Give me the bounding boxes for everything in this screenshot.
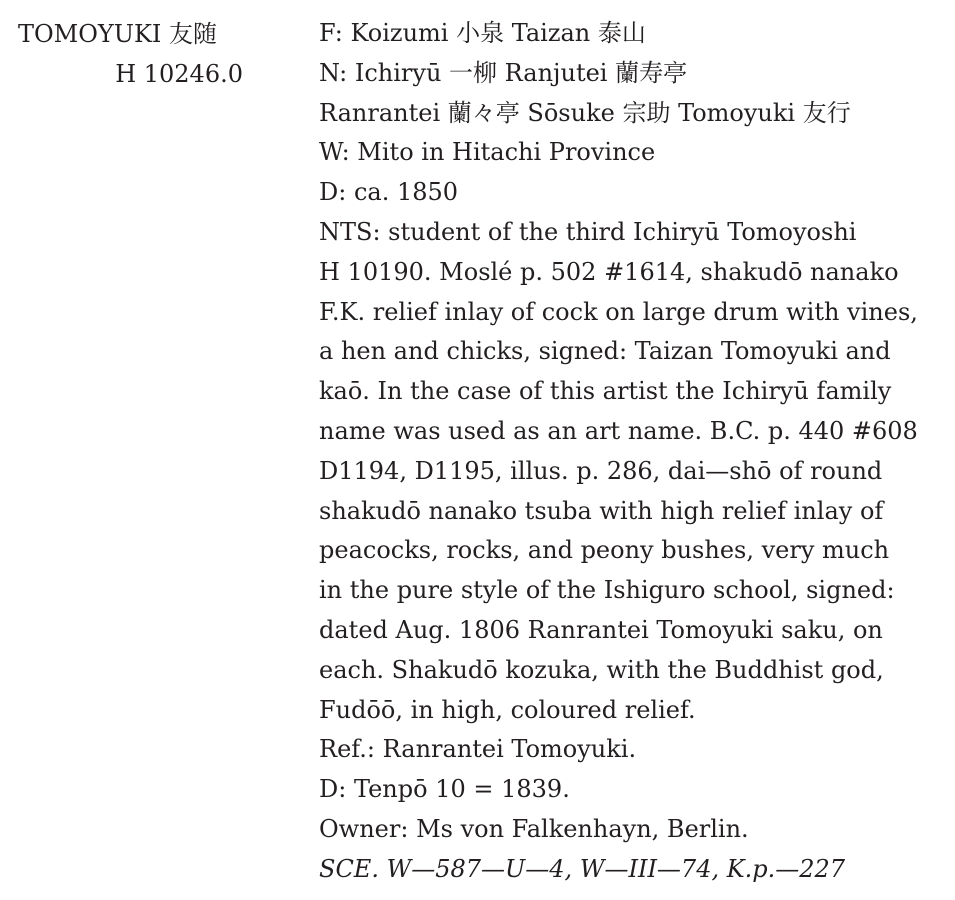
entry-line-owner: Owner: Ms von Falkenhayn, Berlin. — [319, 814, 749, 843]
entry-line-family: F: Koizumi 小泉 Taizan 泰山 — [319, 19, 646, 47]
entry-line-date: D: ca. 1850 — [319, 178, 459, 207]
entry-line-date-2: D: Tenpō 10 = 1839. — [319, 775, 570, 804]
entry-line-text: Fudōō, in high, coloured relief. — [319, 695, 696, 724]
entry-line-ref: Ref.: Ranrantei Tomoyuki. — [319, 735, 637, 764]
entry-line-text: in the pure style of the Ishiguro school, signed: — [319, 576, 895, 605]
artist-id: H 10246.0 — [115, 60, 243, 88]
entry-line-text: D1194, D1195, illus. p. 286, dai—shō of round — [319, 456, 883, 485]
entry-line-text: F.K. relief inlay of cock on large drum with vines, — [319, 297, 918, 326]
entry-line-text: shakudō nanako tsuba with high relief inlay of — [319, 496, 884, 525]
entry-line-text: each. Shakudō kozuka, with the Buddhist god, — [319, 655, 884, 684]
entry-line-sce: SCE. W—587—U—4, W—III—74, K.p.—227 — [319, 854, 846, 883]
entry-line-text: H 10190. Moslé p. 502 #1614, shakudō nanako — [319, 257, 899, 286]
entry-line-text: name was used as an art name. B.C. p. 440 #608 — [319, 416, 918, 445]
artist-name: TOMOYUKI 友随 — [18, 20, 218, 48]
entry-line-names-cont: Ranrantei 蘭々亭 Sōsuke 宗助 Tomoyuki 友行 — [319, 98, 851, 127]
entry-line-text: a hen and chicks, signed: Taizan Tomoyuki and — [319, 337, 891, 366]
entry-body — [319, 14, 949, 890]
entry-line-names: N: Ichiryū 一柳 Ranjutei 蘭寿亭 — [319, 58, 688, 87]
entry-line-text: kaō. In the case of this artist the Ichiryū family — [319, 377, 892, 406]
entry-line-text: peacocks, rocks, and peony bushes, very much — [319, 536, 890, 565]
entry-line-text: dated Aug. 1806 Ranrantei Tomoyuki saku, on — [319, 615, 883, 644]
artist-heading — [18, 14, 248, 94]
entry-line-notes: NTS: student of the third Ichiryū Tomoyoshi — [319, 217, 857, 246]
entry-line-where: W: Mito in Hitachi Province — [319, 138, 656, 167]
